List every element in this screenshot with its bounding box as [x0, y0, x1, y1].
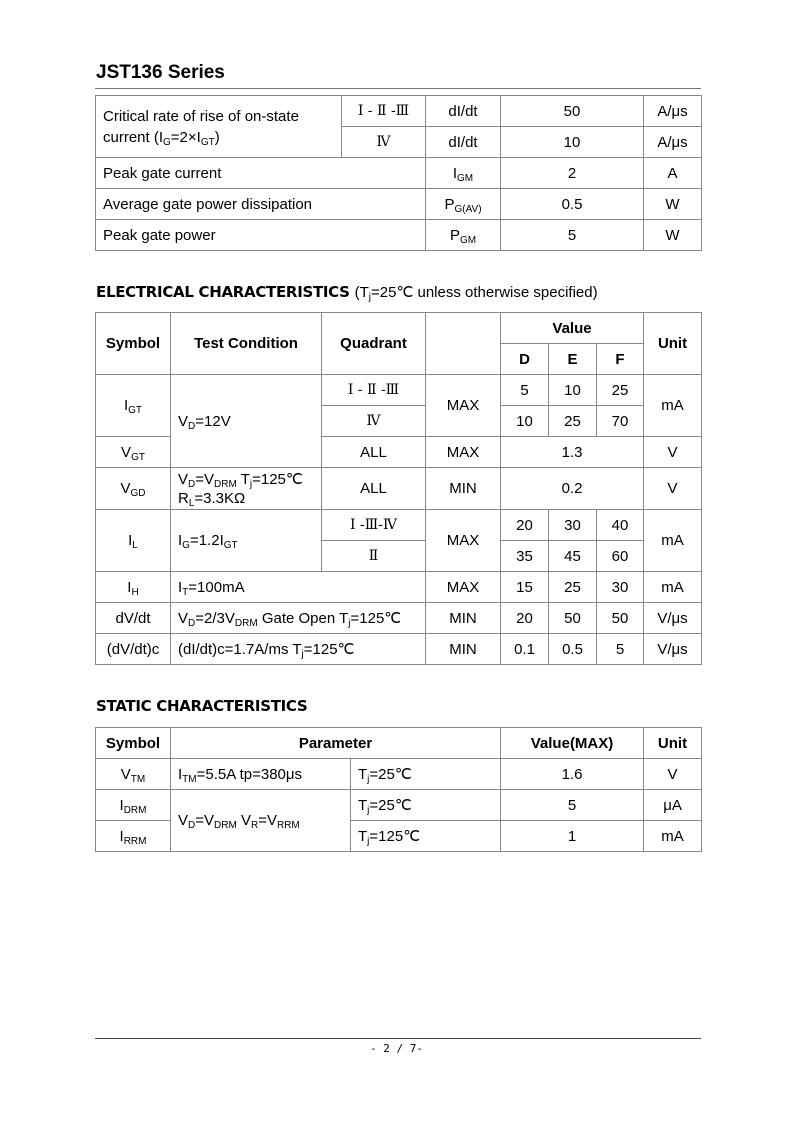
value-cell: 5 — [501, 220, 644, 251]
page-title: JST136 Series — [96, 62, 225, 83]
header-rule — [95, 88, 701, 89]
col-header-value: Value(MAX) — [501, 728, 644, 759]
value-d: 20 — [501, 510, 549, 541]
temperature-cell: $T_j=25℃$ — [351, 759, 501, 790]
table-row — [96, 790, 702, 821]
col-header-e: E — [549, 344, 597, 375]
unit-cell: mA — [644, 572, 702, 603]
param-cell: Average gate power dissipation — [96, 189, 426, 220]
condition-vd-12v: $V_D=12V$ — [171, 375, 322, 468]
table-row — [96, 220, 702, 251]
limit-cell: MIN — [426, 634, 501, 665]
quadrant-cell: Ⅳ — [322, 406, 426, 437]
unit-cell: V — [644, 437, 702, 468]
quadrant-cell: Ⅰ - Ⅱ -Ⅲ — [322, 375, 426, 406]
col-header-unit: Unit — [644, 728, 702, 759]
value-f: 40 — [597, 510, 644, 541]
electrical-section-title — [96, 283, 598, 301]
value-d: 5 — [501, 375, 549, 406]
value-e: 30 — [549, 510, 597, 541]
quadrant-cell: Ⅰ -Ⅲ-Ⅳ — [322, 510, 426, 541]
col-header-d: D — [501, 344, 549, 375]
page-number: - 2 / 7- — [370, 1042, 423, 1055]
value-cell: 50 — [501, 96, 644, 127]
electrical-title-text: ELECTRICAL CHARACTERISTICS — [96, 283, 350, 301]
electrical-table — [95, 312, 702, 665]
value-e: 50 — [549, 603, 597, 634]
condition-vtm: $I_{TM}=5.5A$ tp=380μs — [171, 759, 351, 790]
table-row — [96, 603, 702, 634]
condition-ih: $I_T=100mA$ — [171, 572, 426, 603]
quadrant-cell: ALL — [322, 437, 426, 468]
value-cell: 5 — [501, 790, 644, 821]
value-cell: 0.2 — [501, 468, 644, 510]
symbol-irrm: $I_{RRM}$ — [96, 821, 171, 852]
limit-cell: MAX — [426, 510, 501, 572]
footer-rule — [95, 1038, 701, 1039]
table-row — [96, 96, 702, 127]
col-header-symbol: Symbol — [96, 313, 171, 375]
col-header-unit: Unit — [644, 313, 702, 375]
static-table — [95, 727, 702, 852]
symbol-cell: dI/dt — [426, 127, 501, 158]
temperature-cell: $T_j=125℃$ — [351, 821, 501, 852]
symbol-cell: $P_{GM}$ — [426, 220, 501, 251]
table-header-row — [96, 728, 702, 759]
param-critical-rate: Critical rate of rise of on-state current $(I_G=2\times I_{GT})$ — [96, 96, 342, 158]
temperature-cell: $T_j=25℃$ — [351, 790, 501, 821]
unit-cell: μA — [644, 790, 702, 821]
symbol-idrm: $I_{DRM}$ — [96, 790, 171, 821]
symbol-dvdt: dV/dt — [96, 603, 171, 634]
unit-cell: mA — [644, 375, 702, 437]
value-cell: 10 — [501, 127, 644, 158]
value-f: 5 — [597, 634, 644, 665]
value-e: 45 — [549, 541, 597, 572]
unit-cell: W — [644, 189, 702, 220]
unit-cell: A — [644, 158, 702, 189]
electrical-note: ($T_j=25℃$ unless otherwise specified) — [354, 284, 598, 303]
condition-dvdtc: (dI/dt)c=1.7A/ms $T_j=125℃$ — [171, 634, 426, 665]
value-d: 20 — [501, 603, 549, 634]
unit-cell: mA — [644, 510, 702, 572]
limit-cell: MAX — [426, 437, 501, 468]
condition-il: $I_G=1.2I_{GT}$ — [171, 510, 322, 572]
condition-dvdt: $V_D=2/3V_{DRM}$ Gate Open $T_j=125℃$ — [171, 603, 426, 634]
col-header-symbol: Symbol — [96, 728, 171, 759]
limit-cell: MIN — [426, 468, 501, 510]
unit-cell: A/μs — [644, 127, 702, 158]
quadrant-cell: Ⅱ — [322, 541, 426, 572]
value-d: 35 — [501, 541, 549, 572]
param-cell: Peak gate power — [96, 220, 426, 251]
quadrant-cell: ALL — [322, 468, 426, 510]
value-f: 70 — [597, 406, 644, 437]
table-row — [96, 375, 702, 406]
value-f: 30 — [597, 572, 644, 603]
value-cell: 2 — [501, 158, 644, 189]
condition-vgd: $V_D=V_{DRM}$ $T_j=125℃$ $R_L=3.3K\Omega$ — [171, 468, 322, 510]
symbol-cell: dI/dt — [426, 96, 501, 127]
col-header-quadrant: Quadrant — [322, 313, 426, 375]
symbol-il: $I_L$ — [96, 510, 171, 572]
col-header-value: Value — [501, 313, 644, 344]
symbol-vgd: $V_{GD}$ — [96, 468, 171, 510]
value-e: 25 — [549, 572, 597, 603]
param-cell: Peak gate current — [96, 158, 426, 189]
value-cell: 1 — [501, 821, 644, 852]
unit-cell: V — [644, 468, 702, 510]
table-row — [96, 468, 702, 510]
value-d: 10 — [501, 406, 549, 437]
limit-cell: MAX — [426, 572, 501, 603]
value-f: 25 — [597, 375, 644, 406]
condition-shared: $V_D=V_{DRM}$ $V_R=V_{RRM}$ — [171, 790, 351, 852]
value-e: 10 — [549, 375, 597, 406]
value-f: 60 — [597, 541, 644, 572]
unit-cell: A/μs — [644, 96, 702, 127]
symbol-cell: $I_{GM}$ — [426, 158, 501, 189]
quadrant-cell: Ⅳ — [342, 127, 426, 158]
unit-cell: W — [644, 220, 702, 251]
static-section-title: STATIC CHARACTERISTICS — [96, 697, 308, 715]
unit-cell: mA — [644, 821, 702, 852]
table-row — [96, 634, 702, 665]
value-f: 50 — [597, 603, 644, 634]
value-e: 0.5 — [549, 634, 597, 665]
value-cell: 0.5 — [501, 189, 644, 220]
symbol-vtm: $V_{TM}$ — [96, 759, 171, 790]
table-row — [96, 158, 702, 189]
col-header-parameter: Parameter — [171, 728, 501, 759]
value-d: 0.1 — [501, 634, 549, 665]
col-header-limit — [426, 313, 501, 375]
unit-cell: V/μs — [644, 603, 702, 634]
limit-cell: MAX — [426, 375, 501, 437]
table-header-row — [96, 313, 702, 344]
unit-cell: V/μs — [644, 634, 702, 665]
ratings-table — [95, 95, 702, 251]
value-e: 25 — [549, 406, 597, 437]
col-header-test-condition: Test Condition — [171, 313, 322, 375]
value-cell: 1.3 — [501, 437, 644, 468]
table-row — [96, 189, 702, 220]
quadrant-cell: Ⅰ - Ⅱ -Ⅲ — [342, 96, 426, 127]
symbol-igt: $I_{GT}$ — [96, 375, 171, 437]
symbol-cell: $P_{G(AV)}$ — [426, 189, 501, 220]
limit-cell: MIN — [426, 603, 501, 634]
symbol-vgt: $V_{GT}$ — [96, 437, 171, 468]
table-row — [96, 510, 702, 541]
value-cell: 1.6 — [501, 759, 644, 790]
unit-cell: V — [644, 759, 702, 790]
value-d: 15 — [501, 572, 549, 603]
table-row — [96, 572, 702, 603]
symbol-ih: $I_H$ — [96, 572, 171, 603]
symbol-dvdtc: (dV/dt)c — [96, 634, 171, 665]
col-header-f: F — [597, 344, 644, 375]
table-row — [96, 759, 702, 790]
